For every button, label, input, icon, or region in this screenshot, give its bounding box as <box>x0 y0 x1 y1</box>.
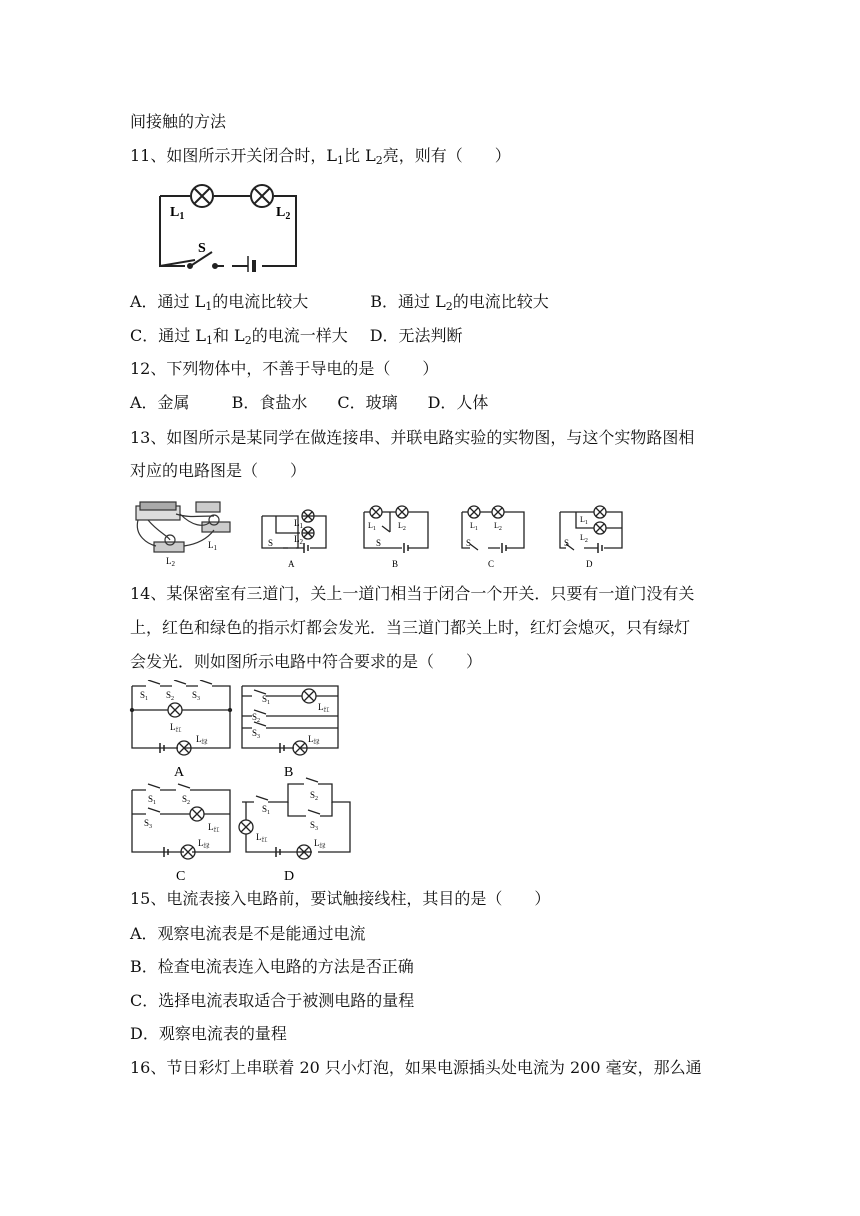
b-label-lred: $L_红$ <box>318 702 330 714</box>
question-13-line1: 13、如图所示是某同学在做连接串、并联电路实验的实物图，与这个实物路图相 <box>130 428 695 447</box>
d-label-s3: $S_3$ <box>310 820 319 832</box>
c-label-s1: $S_1$ <box>148 794 157 806</box>
question-14-line1: 14、某保密室有三道门，关上一道门相当于闭合一个开关．只要有一道门没有关 <box>130 584 695 603</box>
c-label-s2: $S_2$ <box>182 794 191 806</box>
question-13-line2: 对应的电路图是（ ） <box>130 461 307 480</box>
label-l1: $L_1$ <box>170 205 185 222</box>
b-label-s: S <box>376 538 382 548</box>
d-label-lred: $L_红$ <box>256 832 268 844</box>
a-label-l1: $L_1$ <box>294 518 303 530</box>
c-label-l1: $L_1$ <box>470 521 478 532</box>
label-b: B <box>392 559 399 569</box>
photo-label-l1: $L_1$ <box>208 540 217 552</box>
a-label-s3: $S_3$ <box>192 690 201 702</box>
a-label-lgreen: $L_绿$ <box>196 734 208 746</box>
c-label-s: S <box>466 538 472 548</box>
label-d: D <box>284 869 295 884</box>
label-c: C <box>488 559 495 569</box>
circuit-14-a <box>131 680 232 755</box>
c-label-l2: $L_2$ <box>494 521 502 532</box>
option-15-a: A．观察电流表是不是能通过电流 <box>130 924 366 943</box>
label-s: S <box>198 241 206 256</box>
circuit-13-d <box>560 506 622 553</box>
label-c: C <box>176 869 186 884</box>
c-label-lgreen: $L_绿$ <box>198 838 210 850</box>
option-15-b: B．检查电流表连入电路的方法是否正确 <box>130 957 414 976</box>
photo-label-l2: $L_2$ <box>166 556 175 568</box>
option-11-ab: A．通过 $L_1$的电流比较大 B．通过 $L_2$的电流比较大 <box>130 292 549 313</box>
option-11-cd: C．通过 $L_1$和 $L_2$的电流一样大 D．无法判断 <box>130 326 463 347</box>
a-label-s1: $S_1$ <box>140 690 149 702</box>
a-label-l2: $L_2$ <box>294 534 303 546</box>
b-label-lgreen: $L_绿$ <box>308 734 320 746</box>
label-a: A <box>288 559 295 569</box>
figure-14-circuits <box>126 680 356 885</box>
question-16: 16、节日彩灯上串联着 20 只小灯泡，如果电源插头处电流为 200 毫安，那么通 <box>130 1058 702 1077</box>
d-label-s2: $S_2$ <box>310 790 319 802</box>
question-15: 15、电流表接入电路前，要试触接线柱，其目的是（ ） <box>130 889 551 908</box>
label-b: B <box>284 765 294 780</box>
c-label-s3: $S_3$ <box>144 818 153 830</box>
b-label-s3: $S_3$ <box>252 728 261 740</box>
option-15-d: D．观察电流表的量程 <box>130 1024 287 1043</box>
a-label-lred: $L_红$ <box>170 722 182 734</box>
c-label-lred: $L_红$ <box>208 822 220 834</box>
figure-11-circuit <box>150 176 305 272</box>
circuit-14-d <box>239 778 350 859</box>
question-14-line2: 上，红色和绿色的指示灯都会发光．当三道门都关上时，红灯会熄灭，只有绿灯 <box>130 618 691 637</box>
d-label-l2: $L_2$ <box>580 533 588 544</box>
d-label-lgreen: $L_绿$ <box>314 838 326 850</box>
b-label-l1: $L_1$ <box>368 521 376 532</box>
a-label-s: S <box>268 538 274 548</box>
option-12: A．金属 B．食盐水 C．玻璃 D．人体 <box>130 393 489 412</box>
text-line: 间接触的方法 <box>130 112 227 131</box>
label-l2: $L_2$ <box>276 205 291 222</box>
d-label-l1: $L_1$ <box>580 515 588 526</box>
d-label-s: S <box>564 538 570 548</box>
question-11: 11、如图所示开关闭合时，$L_1$比 $L_2$亮，则有（ ） <box>130 146 511 167</box>
label-a: A <box>174 765 185 780</box>
label-d: D <box>586 559 593 569</box>
figure-13-circuits <box>128 492 633 570</box>
question-14-line3: 会发光．则如图所示电路中符合要求的是（ ） <box>130 652 483 671</box>
b-label-s1: $S_1$ <box>262 694 271 706</box>
b-label-l2: $L_2$ <box>398 521 406 532</box>
d-label-s1: $S_1$ <box>262 804 271 816</box>
a-label-s2: $S_2$ <box>166 690 175 702</box>
question-12: 12、下列物体中，不善于导电的是（ ） <box>130 359 439 378</box>
option-15-c: C．选择电流表取适合于被测电路的量程 <box>130 991 415 1010</box>
b-label-s2: $S_2$ <box>252 712 261 724</box>
